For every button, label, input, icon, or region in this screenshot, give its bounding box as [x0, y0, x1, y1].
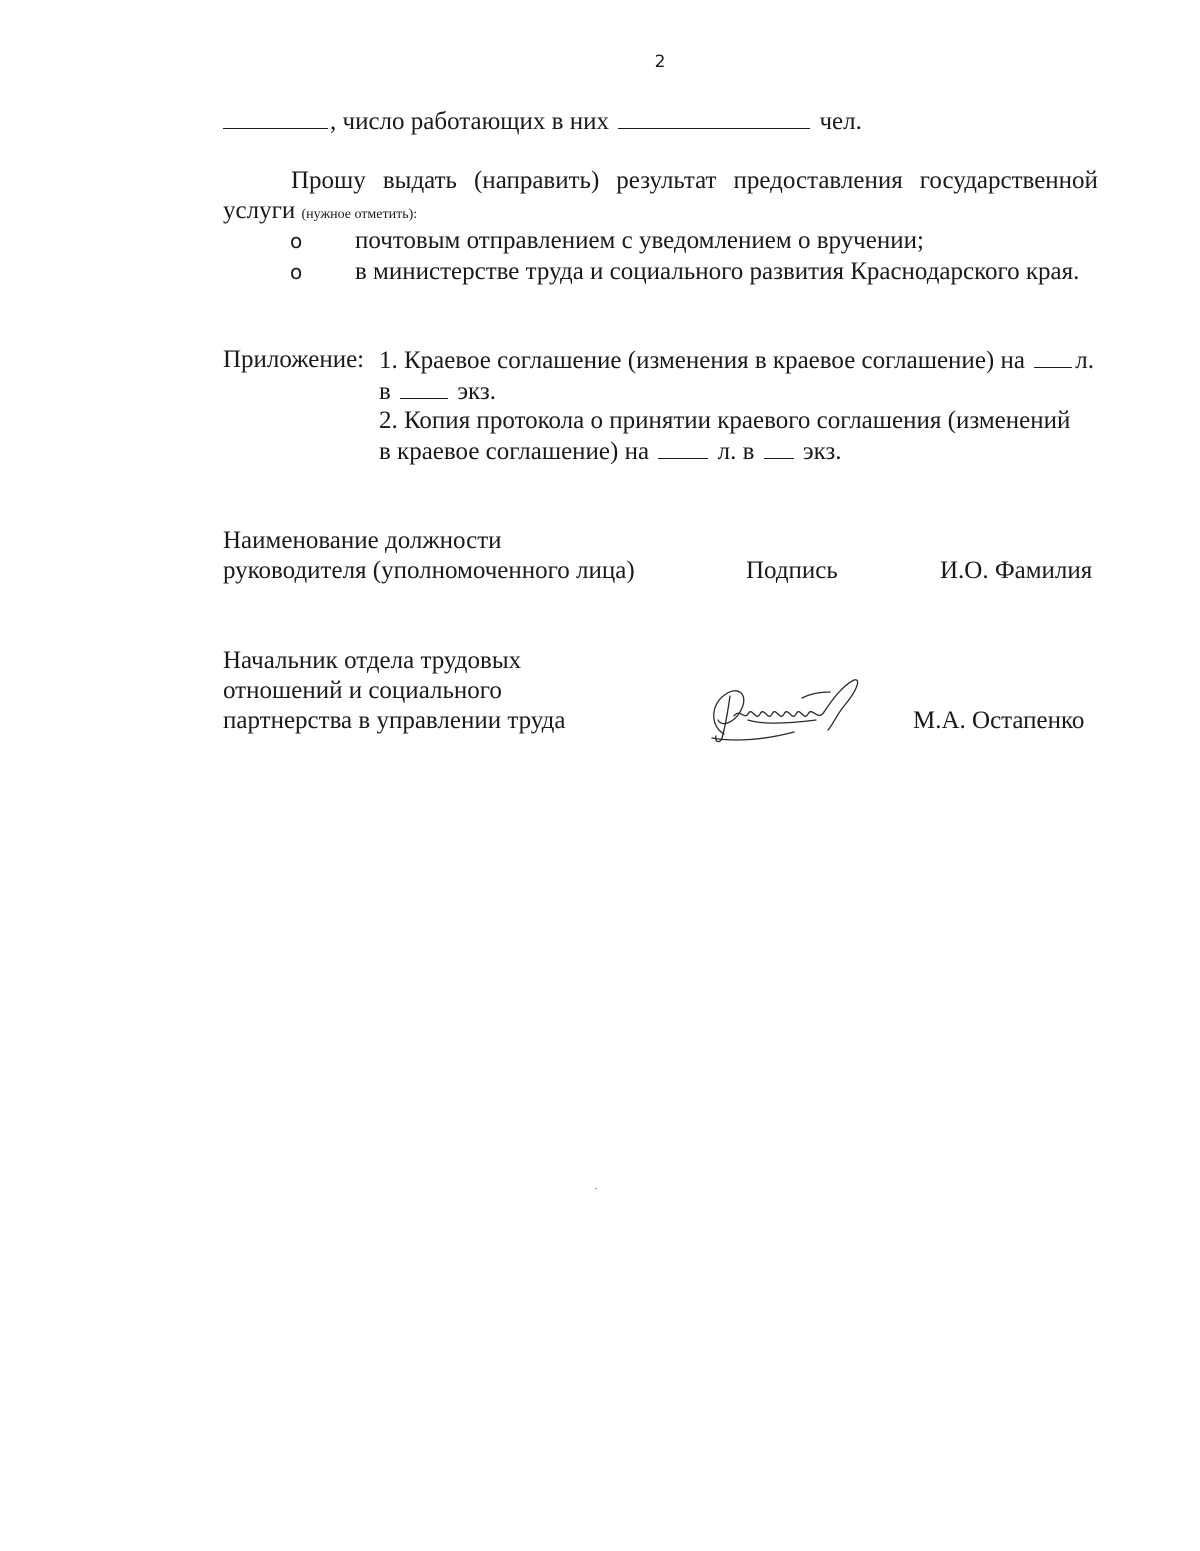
- copies-blank: [400, 376, 448, 399]
- signer-position-line-3: партнерства в управлении труда: [223, 707, 566, 734]
- employee-unit: чел.: [819, 108, 862, 135]
- sheets-blank: [658, 436, 708, 459]
- request-word: Прошу: [291, 167, 366, 194]
- signer-position-line-1: Начальник отдела трудовых: [223, 647, 522, 674]
- copies-prefix: в: [379, 378, 391, 405]
- option-bullet-icon: o: [290, 260, 303, 284]
- copies-blank: [764, 436, 794, 459]
- page-number: 2: [654, 52, 666, 72]
- request-line-1: [291, 166, 1098, 196]
- option-ministry: в министерстве труда и социального развития Краснодарского края.: [355, 258, 1080, 285]
- request-line-2: [223, 196, 417, 230]
- request-word: государственной: [919, 167, 1098, 194]
- sheets-unit: л.: [1075, 347, 1094, 374]
- signer-position-line-2: отношений и социального: [223, 677, 502, 704]
- request-word: предоставления: [733, 167, 903, 194]
- sheets-copies-text: л. в: [717, 438, 755, 465]
- option-mail: почтовым отправлением с уведомлением о вручении;: [355, 227, 924, 254]
- attachment-item-1-text: 1. Краевое соглашение (изменения в краевое соглашение) на: [379, 347, 1025, 374]
- employee-count-text: , число работающих в них: [330, 108, 609, 135]
- request-word: результат: [616, 167, 717, 194]
- position-title-line-2: руководителя (уполномоченного лица): [223, 557, 635, 584]
- request-word: выдать: [382, 167, 457, 194]
- option-bullet-icon: o: [290, 229, 303, 253]
- attachment-item-1-line-1: [379, 345, 1094, 376]
- copies-unit: экз.: [802, 438, 842, 465]
- signature-label: Подпись: [746, 557, 838, 584]
- attachment-item-2-line-2: [379, 436, 842, 467]
- position-title-line-1: Наименование должности: [223, 527, 502, 554]
- copies-unit: экз.: [457, 378, 496, 405]
- attachment-item-1-line-2: [379, 376, 496, 407]
- request-word: (направить): [473, 167, 600, 194]
- handwritten-signature: [704, 676, 869, 748]
- scan-speck: [595, 1188, 597, 1189]
- sheets-blank: [1034, 345, 1072, 368]
- attachment-item-2-line-1: 2. Копия протокола о принятии краевого соглашения (изменений: [379, 407, 1071, 434]
- attachment-item-2-text: в краевое соглашение) на: [379, 438, 650, 465]
- signer-name: М.А. Остапенко: [913, 707, 1085, 734]
- employee-count-line: [223, 106, 862, 137]
- employee-count-blank: [618, 106, 810, 129]
- request-note: (нужное отметить):: [301, 207, 418, 222]
- blank-field: [223, 106, 328, 129]
- attachment-label: Приложение:: [223, 346, 365, 373]
- name-label: И.О. Фамилия: [940, 557, 1093, 584]
- request-line-2-text: услуги: [223, 197, 296, 224]
